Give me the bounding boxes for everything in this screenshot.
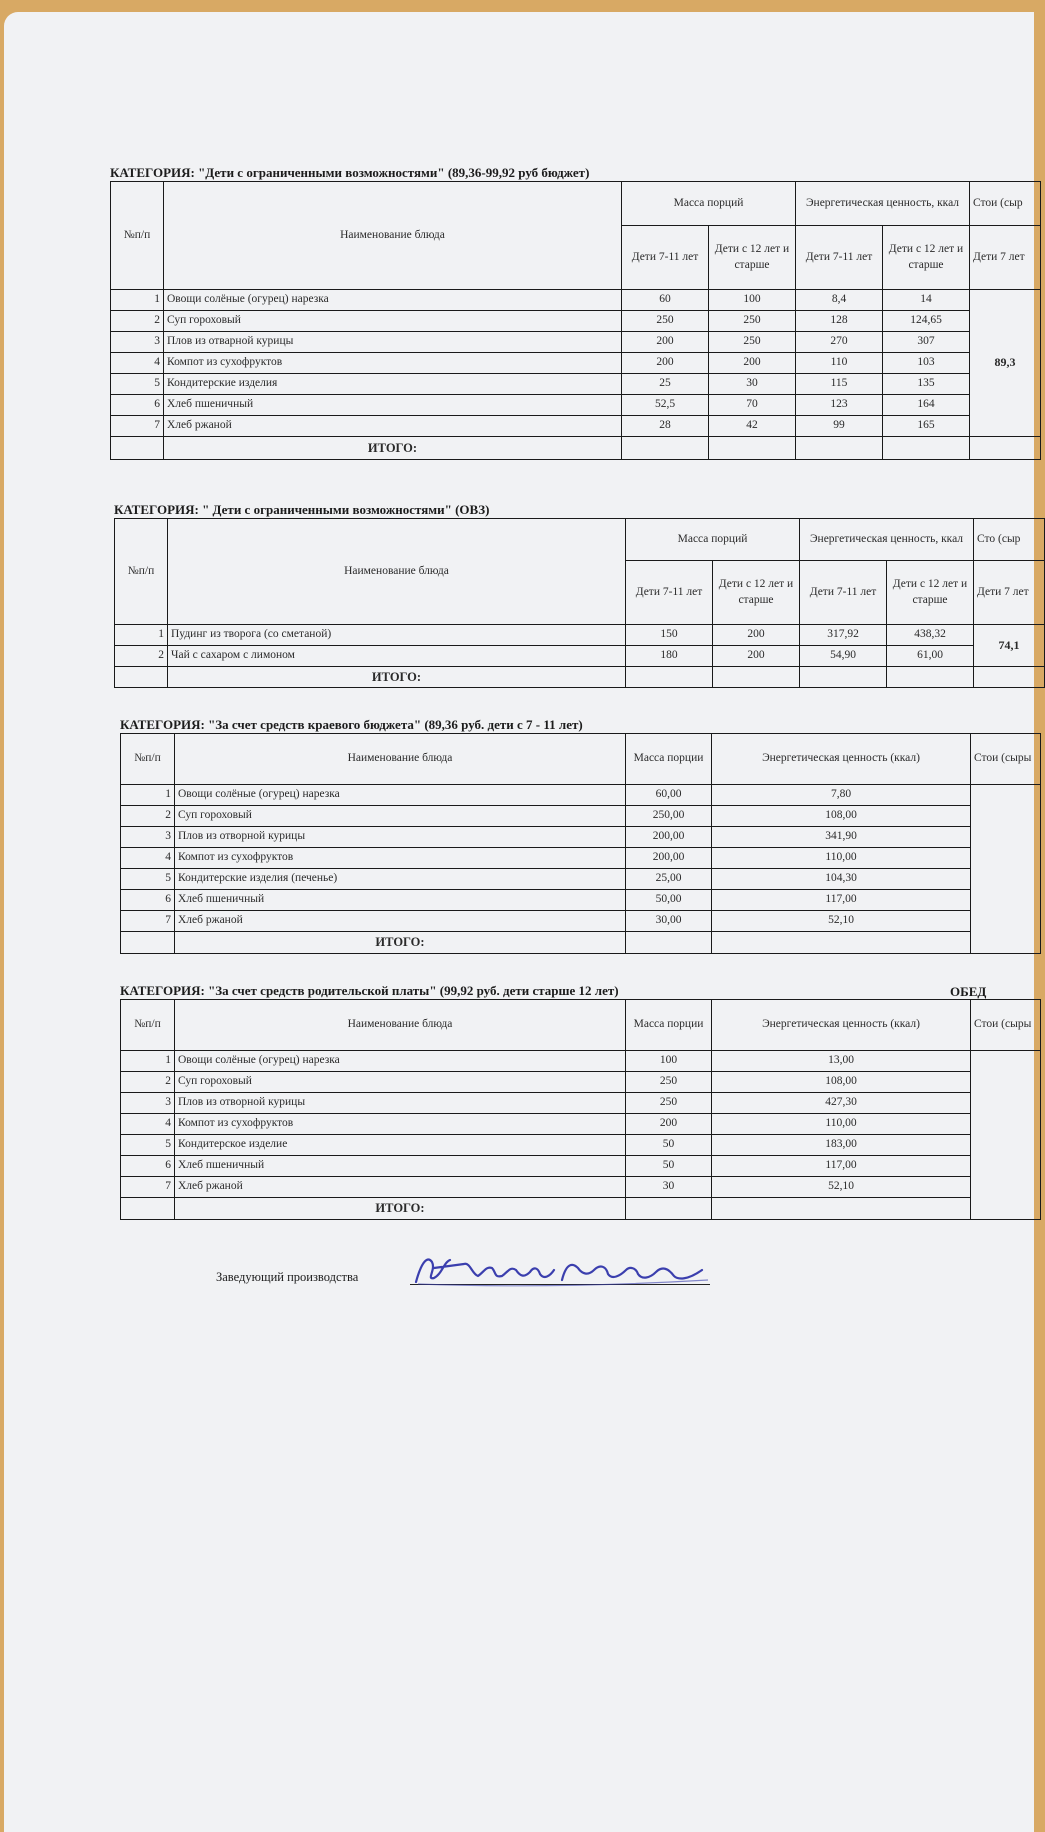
table-row: [121, 869, 1041, 890]
mass-7-11: 250: [622, 311, 709, 332]
energy: 427,30: [712, 1093, 971, 1114]
row-number: 5: [121, 869, 175, 890]
dish-name: Овощи солёные (огурец) нарезка: [175, 1051, 626, 1072]
row-number: 6: [111, 395, 164, 416]
mass: 30,00: [626, 911, 712, 932]
table-row: [121, 806, 1041, 827]
mass-12: 30: [709, 374, 796, 395]
dish-name: Пудинг из творога (со сметаной): [168, 625, 626, 646]
col-mass-header: Масса порции: [626, 1000, 712, 1051]
mass-12: 42: [709, 416, 796, 437]
sub-header-cost: Дети 7 лет: [974, 561, 1045, 625]
col-mass-header: Масса порций: [626, 519, 800, 561]
row-number: 1: [121, 1051, 175, 1072]
section-2-title: КАТЕГОРИЯ: " Дети с ограниченными возможностями" (ОВЗ): [114, 502, 490, 517]
section-3: [120, 716, 1041, 954]
section-1-title: КАТЕГОРИЯ: "Дети с ограниченными возможностями" (89,36-99,92 руб бюджет): [110, 165, 590, 180]
energy: 110,00: [712, 1114, 971, 1135]
table-row: [115, 646, 1045, 667]
sub-header-kids-7-11: Дети 7-11 лет: [622, 226, 709, 290]
table-row: [121, 911, 1041, 932]
mass-12: 200: [713, 646, 800, 667]
mass-12: 250: [709, 311, 796, 332]
table-row: [121, 1093, 1041, 1114]
energy: 117,00: [712, 890, 971, 911]
table-row: [111, 353, 1041, 374]
table-row: [121, 1135, 1041, 1156]
dish-name: Кондитерские изделия: [164, 374, 622, 395]
total-label: ИТОГО:: [175, 932, 626, 954]
col-name-header: Наименование блюда: [175, 734, 626, 785]
dish-name: Суп гороховый: [175, 806, 626, 827]
energy: 341,90: [712, 827, 971, 848]
cost-value: 74,1: [974, 625, 1045, 667]
mass: 25,00: [626, 869, 712, 890]
energy-7-11: 54,90: [800, 646, 887, 667]
cost-value: 89,3: [970, 290, 1041, 437]
mass-12: 70: [709, 395, 796, 416]
dish-name: Овощи солёные (огурец) нарезка: [164, 290, 622, 311]
table-row: [115, 625, 1045, 646]
energy-12: 438,32: [887, 625, 974, 646]
menu-table-3: [120, 733, 1041, 954]
energy-7-11: 115: [796, 374, 883, 395]
row-number: 5: [121, 1135, 175, 1156]
mass: 100: [626, 1051, 712, 1072]
energy-12: 307: [883, 332, 970, 353]
row-number: 6: [121, 1156, 175, 1177]
energy-7-11: 8,4: [796, 290, 883, 311]
sub-header-kids-12: Дети с 12 лет и старше: [883, 226, 970, 290]
col-energy-header: Энергетическая ценность, ккал: [796, 182, 970, 226]
dish-name: Компот из сухофруктов: [175, 848, 626, 869]
col-energy-header: Энергетическая ценность (ккал): [712, 734, 971, 785]
col-num-header: №п/п: [121, 734, 175, 785]
dish-name: Хлеб пшеничный: [175, 1156, 626, 1177]
energy: 108,00: [712, 1072, 971, 1093]
energy: 104,30: [712, 869, 971, 890]
mass: 50: [626, 1156, 712, 1177]
section-1: [110, 164, 1041, 460]
meal-type-label: ОБЕД: [950, 984, 987, 999]
row-number: 1: [115, 625, 168, 646]
energy: 117,00: [712, 1156, 971, 1177]
mass-7-11: 180: [626, 646, 713, 667]
table-row: [121, 1156, 1041, 1177]
row-number: 1: [121, 785, 175, 806]
dish-name: Плов из отворной курицы: [175, 827, 626, 848]
total-row: [115, 667, 1045, 688]
dish-name: Компот из сухофруктов: [175, 1114, 626, 1135]
energy: 183,00: [712, 1135, 971, 1156]
energy: 13,00: [712, 1051, 971, 1072]
col-energy-header: Энергетическая ценность (ккал): [712, 1000, 971, 1051]
sub-header-cost: Дети 7 лет: [970, 226, 1041, 290]
section-2: [114, 501, 1045, 688]
energy: 52,10: [712, 1177, 971, 1198]
table-row: [121, 890, 1041, 911]
row-number: 2: [121, 1072, 175, 1093]
col-mass-header: Масса порций: [622, 182, 796, 226]
table-row: [121, 827, 1041, 848]
mass: 250: [626, 1072, 712, 1093]
table-row: [121, 785, 1041, 806]
mass: 50,00: [626, 890, 712, 911]
mass: 200,00: [626, 848, 712, 869]
mass-12: 200: [713, 625, 800, 646]
dish-name: Компот из сухофруктов: [164, 353, 622, 374]
row-number: 2: [111, 311, 164, 332]
row-number: 4: [111, 353, 164, 374]
total-row: [121, 1198, 1041, 1220]
col-cost-header: Сто (сыр: [974, 519, 1045, 561]
energy-7-11: 270: [796, 332, 883, 353]
total-label: ИТОГО:: [168, 667, 626, 688]
sub-header-kids-7-11: Дети 7-11 лет: [626, 561, 713, 625]
row-number: 7: [121, 911, 175, 932]
dish-name: Хлеб ржаной: [164, 416, 622, 437]
sub-header-kids-12: Дети с 12 лет и старше: [709, 226, 796, 290]
row-number: 2: [115, 646, 168, 667]
energy-7-11: 128: [796, 311, 883, 332]
table-row: [121, 1177, 1041, 1198]
table-row: [121, 1051, 1041, 1072]
dish-name: Хлеб пшеничный: [164, 395, 622, 416]
mass-7-11: 60: [622, 290, 709, 311]
mass-7-11: 200: [622, 353, 709, 374]
col-cost-header: Стои (сыры: [971, 1000, 1041, 1051]
energy-12: 164: [883, 395, 970, 416]
table-row: [121, 848, 1041, 869]
col-num-header: №п/п: [111, 182, 164, 290]
dish-name: Хлеб пшеничный: [175, 890, 626, 911]
section-4-title: КАТЕГОРИЯ: "За счет средств родительской платы" (99,92 руб. дети старше 12 лет): [120, 983, 619, 998]
table-row: [111, 311, 1041, 332]
mass: 250: [626, 1093, 712, 1114]
dish-name: Плов из отворной курицы: [175, 1093, 626, 1114]
dish-name: Плов из отварной курицы: [164, 332, 622, 353]
document-page: [4, 12, 1034, 1832]
mass-7-11: 150: [626, 625, 713, 646]
mass-7-11: 28: [622, 416, 709, 437]
menu-table-2: [114, 518, 1045, 688]
total-label: ИТОГО:: [175, 1198, 626, 1220]
row-number: 2: [121, 806, 175, 827]
table-row: [111, 395, 1041, 416]
energy-12: 14: [883, 290, 970, 311]
col-name-header: Наименование блюда: [164, 182, 622, 290]
row-number: 1: [111, 290, 164, 311]
total-label: ИТОГО:: [164, 437, 622, 460]
energy-12: 124,65: [883, 311, 970, 332]
col-num-header: №п/п: [115, 519, 168, 625]
table-row: [111, 332, 1041, 353]
col-num-header: №п/п: [121, 1000, 175, 1051]
handwritten-signature: [412, 1250, 712, 1290]
mass: 30: [626, 1177, 712, 1198]
row-number: 6: [121, 890, 175, 911]
mass-7-11: 52,5: [622, 395, 709, 416]
table-row: [111, 290, 1041, 311]
menu-table-1: [110, 181, 1041, 460]
dish-name: Суп гороховый: [164, 311, 622, 332]
dish-name: Хлеб ржаной: [175, 1177, 626, 1198]
col-name-header: Наименование блюда: [168, 519, 626, 625]
dish-name: Хлеб ржаной: [175, 911, 626, 932]
dish-name: Кондитерские изделия (печенье): [175, 869, 626, 890]
dish-name: Суп гороховый: [175, 1072, 626, 1093]
mass-7-11: 200: [622, 332, 709, 353]
col-mass-header: Масса порции: [626, 734, 712, 785]
sub-header-kids-7-11: Дети 7-11 лет: [800, 561, 887, 625]
energy-7-11: 110: [796, 353, 883, 374]
sub-header-kids-7-11: Дети 7-11 лет: [796, 226, 883, 290]
mass-7-11: 25: [622, 374, 709, 395]
row-number: 3: [121, 827, 175, 848]
dish-name: Кондитерское изделие: [175, 1135, 626, 1156]
mass: 60,00: [626, 785, 712, 806]
dish-name: Овощи солёные (огурец) нарезка: [175, 785, 626, 806]
energy: 52,10: [712, 911, 971, 932]
row-number: 5: [111, 374, 164, 395]
row-number: 4: [121, 1114, 175, 1135]
col-cost-header: Стои (сыр: [970, 182, 1041, 226]
table-row: [121, 1114, 1041, 1135]
section-3-title: КАТЕГОРИЯ: "За счет средств краевого бюджета" (89,36 руб. дети с 7 - 11 лет): [120, 717, 583, 732]
energy-7-11: 123: [796, 395, 883, 416]
section-4: [120, 982, 1041, 1220]
mass: 200: [626, 1114, 712, 1135]
row-number: 4: [121, 848, 175, 869]
total-row: [121, 932, 1041, 954]
mass: 200,00: [626, 827, 712, 848]
energy: 108,00: [712, 806, 971, 827]
mass: 50: [626, 1135, 712, 1156]
mass-12: 250: [709, 332, 796, 353]
energy: 7,80: [712, 785, 971, 806]
table-row: [111, 374, 1041, 395]
col-name-header: Наименование блюда: [175, 1000, 626, 1051]
sub-header-kids-12: Дети с 12 лет и старше: [713, 561, 800, 625]
row-number: 7: [121, 1177, 175, 1198]
energy-7-11: 99: [796, 416, 883, 437]
row-number: 3: [111, 332, 164, 353]
energy-12: 135: [883, 374, 970, 395]
sub-header-kids-12: Дети с 12 лет и старше: [887, 561, 974, 625]
mass-12: 200: [709, 353, 796, 374]
energy-12: 103: [883, 353, 970, 374]
row-number: 3: [121, 1093, 175, 1114]
energy-12: 165: [883, 416, 970, 437]
col-energy-header: Энергетическая ценность, ккал: [800, 519, 974, 561]
energy: 110,00: [712, 848, 971, 869]
cost-cell: [971, 1051, 1041, 1220]
signature-block: [216, 1250, 736, 1290]
cost-cell: [971, 785, 1041, 954]
total-row: [111, 437, 1041, 460]
row-number: 7: [111, 416, 164, 437]
energy-7-11: 317,92: [800, 625, 887, 646]
table-row: [111, 416, 1041, 437]
col-cost-header: Стои (сыры: [971, 734, 1041, 785]
table-row: [121, 1072, 1041, 1093]
dish-name: Чай с сахаром с лимоном: [168, 646, 626, 667]
mass: 250,00: [626, 806, 712, 827]
mass-12: 100: [709, 290, 796, 311]
signature-label: Заведующий производства: [216, 1270, 359, 1284]
menu-table-4: [120, 999, 1041, 1220]
energy-12: 61,00: [887, 646, 974, 667]
